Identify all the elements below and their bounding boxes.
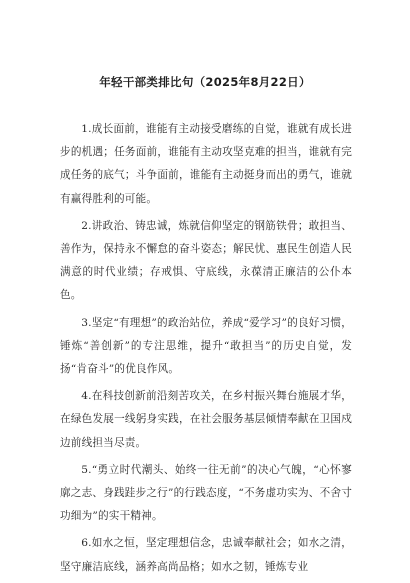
paragraph-2: 2.讲政治、铸忠诚，炼就信仰坚定的钢筋铁骨；敢担当、善作为，保持永不懈怠的奋斗姿态；解民忧、惠民生创造人民满意的时代业绩；存戒惧、守底线，永葆清正廉洁的公仆本色。	[60, 219, 352, 302]
document-body	[60, 118, 352, 583]
paragraph-4: 4.在科技创新前沿刻苦攻关，在乡村振兴舞台施展才华，在绿色发展一线躬身实践，在社会服务基层倾情奉献在卫国戍边前线担当尽责。	[60, 390, 352, 449]
paragraph-5: 5.“勇立时代潮头、始终一往无前”的决心气魄，“心怀寥廓之志、身践跬步之行”的行践态度，“不务虚功实为、不舍寸功细为”的实干精神。	[60, 463, 352, 523]
document-title: 年轻干部类排比句（2025年8月22日）	[99, 75, 311, 89]
paragraph-6: 6.如水之恒，坚定理想信念，忠诚奉献社会；如水之清，坚守廉洁底线，涵养高尚品格；如水之韧，锤炼专业	[60, 537, 352, 573]
paragraph-1: 1.成长面前，谁能有主动接受磨练的自觉，谁就有成长进步的机遇；任务面前，谁能有主动攻坚克难的担当，谁就有完成任务的底气；斗争面前，谁能有主动挺身而出的勇气，谁就有赢得胜利的可能。	[60, 123, 352, 205]
paragraph-3: 3.坚定“有理想”的政治站位，养成“爱学习”的良好习惯，锤炼“善创新”的专注思维，提升“敢担当”的历史自觉，发扬“肯奋斗”的优良作风。	[60, 316, 352, 376]
